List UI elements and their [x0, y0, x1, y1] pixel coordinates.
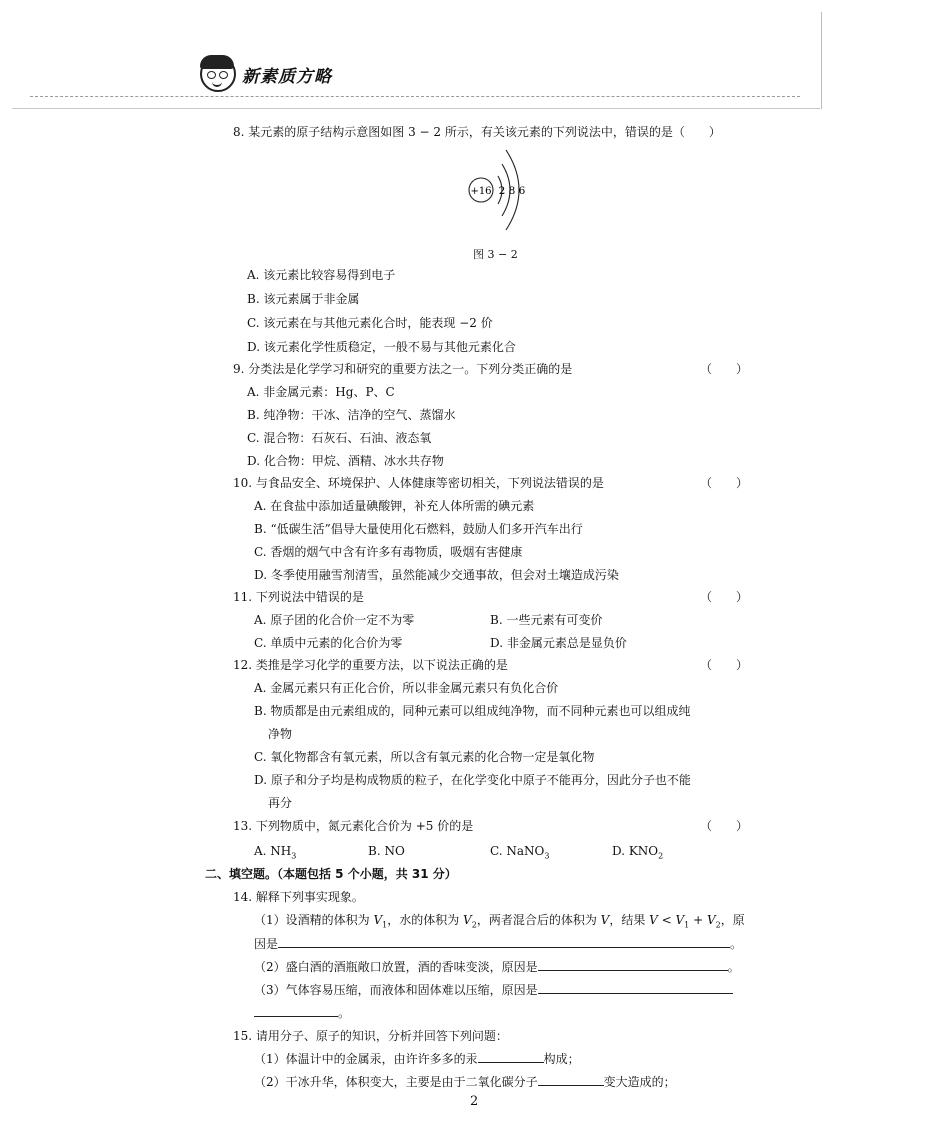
q8-option-c: C. 该元素在与其他元素化合时，能表现 −2 价	[247, 316, 493, 330]
brand-title: 新素质方略	[242, 66, 332, 87]
atomic-structure-diagram	[460, 146, 540, 241]
q15-part-1: （1）体温计中的金属汞，由许许多多的汞 构成；	[254, 1052, 580, 1066]
q14-part-1-cont: 因是 。	[254, 937, 743, 951]
q11-option-a: A. 原子团的化合价一定不为零	[254, 613, 415, 627]
q11-option-c: C. 单质中元素的化合价为零	[254, 636, 403, 650]
answer-blank[interactable]	[538, 982, 733, 994]
header-divider	[30, 96, 800, 97]
q14-part-3: （3）气体容易压缩，而液体和固体难以压缩，原因是	[254, 982, 733, 998]
q9-option-a: A. 非金属元素：Hg、P、C	[247, 385, 395, 399]
q10-option-a: A. 在食盐中添加适量碘酸钾，补充人体所需的碘元素	[254, 499, 535, 513]
electron-shells-label: 2 8 6	[498, 185, 526, 197]
page-number: 2	[470, 1094, 479, 1109]
answer-paren: （ ）	[700, 658, 749, 672]
q12-option-b-cont: 净物	[268, 727, 293, 741]
cartoon-face-icon	[200, 56, 236, 92]
page-frame	[12, 12, 822, 109]
q8-option-d: D. 该元素化学性质稳定，一般不易与其他元素化合	[247, 340, 516, 354]
answer-paren: （ ）	[700, 590, 749, 604]
brand-logo	[200, 56, 332, 92]
answer-paren: （ ）	[700, 819, 749, 833]
q10-option-d: D. 冬季使用融雪剂清雪，虽然能减少交通事故，但会对土壤造成污染	[254, 568, 619, 582]
answer-paren: （ ）	[700, 362, 749, 376]
question-15-stem: 15. 请用分子、原子的知识，分析并回答下列问题：	[233, 1029, 508, 1043]
answer-blank[interactable]	[538, 959, 728, 971]
q12-option-a: A. 金属元素只有正化合价，所以非金属元素只有负化合价	[254, 681, 559, 695]
q12-option-d: D. 原子和分子均是构成物质的粒子，在化学变化中原子不能再分，因此分子也不能	[254, 773, 691, 787]
q14-part-1: （1）设酒精的体积为 $V_1$，水的体积为 $V_2$，两者混合后的体积为 V，结果 $V < V_1 + V_2$，原	[254, 913, 745, 930]
q8-option-b: B. 该元素属于非金属	[247, 292, 360, 306]
q14-part-3-cont: 。	[254, 1005, 350, 1021]
figure-caption: 图 3 − 2	[473, 248, 518, 261]
q9-option-d: D. 化合物：甲烷、酒精、冰水共存物	[247, 454, 444, 468]
q12-option-d-cont: 再分	[268, 796, 293, 810]
nucleus-label: +16	[470, 186, 492, 197]
header-divider-bottom	[12, 108, 820, 109]
q12-option-b: B. 物质都是由元素组成的，同种元素可以组成纯净物，而不同种元素也可以组成纯	[254, 704, 691, 718]
answer-blank[interactable]	[278, 936, 730, 948]
answer-paren: （ ）	[700, 476, 749, 490]
q9-option-b: B. 纯净物：干冰、洁净的空气、蒸馏水	[247, 408, 456, 422]
question-10-stem: 10. 与食品安全、环境保护、人体健康等密切相关，下列说法错误的是	[233, 476, 604, 490]
q11-option-d: D. 非金属元素总是显负价	[490, 636, 627, 650]
answer-blank[interactable]	[478, 1051, 544, 1063]
q14-part-2: （2）盛白酒的酒瓶敞口放置，酒的香味变淡，原因是 。	[254, 960, 740, 974]
q10-option-c: C. 香烟的烟气中含有许多有毒物质，吸烟有害健康	[254, 545, 523, 559]
question-12-stem: 12. 类推是学习化学的重要方法，以下说法正确的是	[233, 658, 508, 672]
q10-option-b: B. “低碳生活”倡导大量使用化石燃料，鼓励人们多开汽车出行	[254, 522, 583, 536]
q11-option-b: B. 一些元素有可变价	[490, 613, 603, 627]
q9-option-c: C. 混合物：石灰石、石油、液态氧	[247, 431, 432, 445]
q13-option-c: C. NaNO$_3$	[490, 844, 550, 861]
section-heading: 二、填空题。（本题包括 5 个小题，共 31 分）	[205, 867, 457, 881]
question-8-stem: 8. 某元素的原子结构示意图如图 3 − 2 所示，有关该元素的下列说法中，错误的是（ ）	[233, 125, 721, 139]
answer-blank[interactable]	[254, 1005, 338, 1017]
question-13-stem: 13. 下列物质中，氮元素化合价为 +5 价的是	[233, 819, 474, 833]
question-9-stem: 9. 分类法是化学学习和研究的重要方法之一。下列分类正确的是	[233, 362, 573, 376]
q13-option-b: B. NO	[368, 844, 405, 858]
question-11-stem: 11. 下列说法中错误的是	[233, 590, 364, 604]
q13-option-a: A. $NH_3$	[254, 844, 297, 861]
answer-blank[interactable]	[538, 1074, 604, 1086]
q13-option-d: D. $KNO_2$	[612, 844, 664, 861]
q15-part-2: （2）干冰升华，体积变大，主要是由于二氧化碳分子 变大造成的；	[254, 1075, 676, 1089]
question-14-stem: 14. 解释下列事实现象。	[233, 890, 364, 904]
q8-option-a: A. 该元素比较容易得到电子	[247, 268, 396, 282]
q12-option-c: C. 氧化物都含有氧元素，所以含有氧元素的化合物一定是氧化物	[254, 750, 595, 764]
